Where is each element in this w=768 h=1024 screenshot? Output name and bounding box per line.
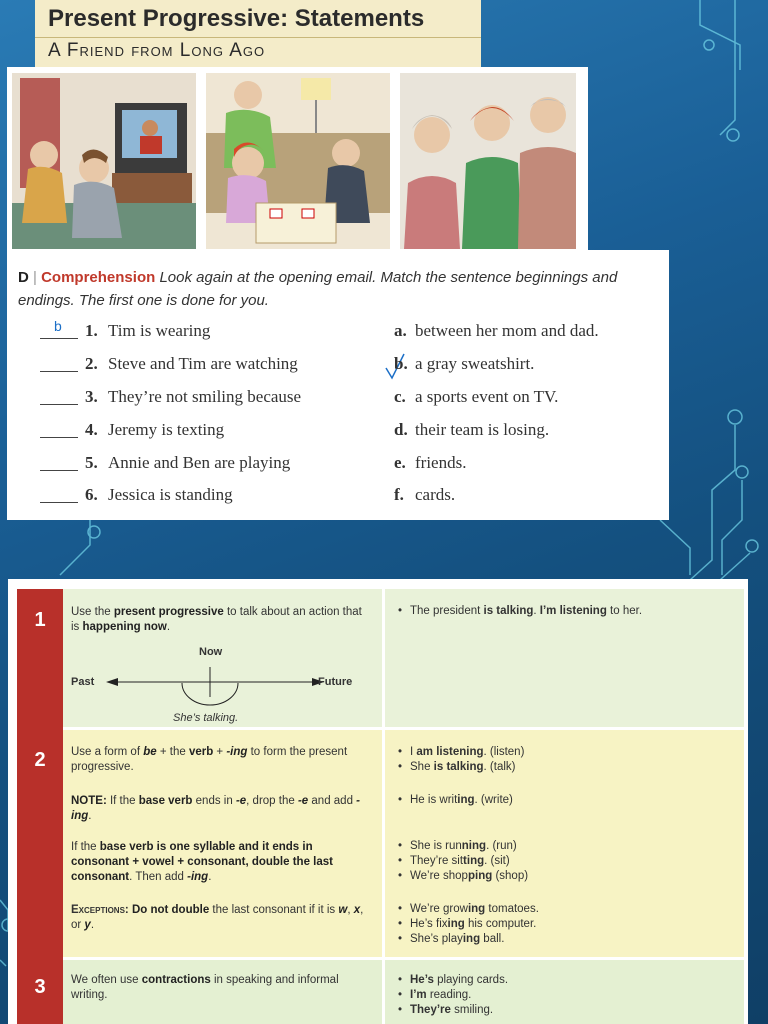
examples-list (398, 745, 728, 775)
exercise-row (40, 354, 660, 378)
ending-letter: d. (394, 420, 408, 439)
ending-letter: b. (394, 354, 408, 373)
grammar-chart (8, 579, 748, 1024)
example-item: • I am listening. (listen) (398, 745, 728, 760)
answer-blank[interactable] (40, 389, 78, 405)
examples-list (398, 793, 728, 808)
example-item: • They’re sitting. (sit) (398, 854, 728, 869)
sentence-beginning: Steve and Tim are watching (108, 354, 298, 373)
example-item: • We’re shopping (shop) (398, 869, 728, 884)
exercise-section: Comprehension (41, 269, 156, 286)
answer-blank[interactable] (40, 356, 78, 372)
sentence-ending: a sports event on TV. (415, 387, 559, 406)
tv-watching-illustration (12, 73, 196, 249)
item-number: 5. (85, 453, 98, 472)
comprehension-exercise (7, 250, 669, 520)
timeline-past-label: Past (71, 676, 95, 688)
rule-text: NOTE: If the base verb ends in -e, drop the -e and add -ing. (71, 795, 361, 822)
row-number: 2 (34, 749, 46, 771)
sentence-ending: a gray sweatshirt. (415, 354, 535, 373)
exercise-row (40, 387, 660, 411)
row-number: 1 (34, 609, 46, 631)
exercise-row (40, 485, 660, 509)
answer-blank[interactable] (40, 318, 78, 339)
answer-blank[interactable] (40, 422, 78, 438)
exercise-heading: D | Comprehension Look again at the opening email. Match the sentence beginnings and endings. The first one is done for you. (18, 269, 618, 309)
family-illustration (400, 73, 576, 249)
examples-list (398, 839, 728, 884)
timeline-now-label: Now (199, 646, 223, 658)
examples-list (398, 604, 738, 619)
timeline-caption: She’s talking. (173, 712, 239, 724)
sentence-beginning: Jessica is standing (108, 485, 233, 504)
sentence-ending: their team is losing. (415, 420, 550, 439)
examples-list (398, 902, 728, 947)
example-item: • They’re smiling. (398, 1003, 728, 1018)
sentence-ending: friends. (415, 453, 467, 472)
rule-text: Use a form of be + the verb + -ing to form the present progressive. (71, 746, 348, 773)
example-item: • She is talking. (talk) (398, 760, 728, 775)
examples-list (398, 973, 728, 1018)
illustration-strip (7, 67, 588, 253)
exercise-row (40, 453, 660, 477)
example-item: • He is writing. (write) (398, 793, 728, 808)
example-item: • She is running. (run) (398, 839, 728, 854)
item-number: 2. (85, 354, 98, 373)
example-item: • I’m reading. (398, 988, 728, 1003)
item-number: 4. (85, 420, 98, 439)
item-number: 3. (85, 387, 98, 406)
ending-letter: e. (394, 453, 406, 472)
rule-text: Exceptions: Do not double the last consonant if it is w, x, or y. (71, 904, 364, 931)
exercise-row (40, 420, 660, 444)
page-subtitle: A Friend from Long Ago (48, 40, 266, 61)
chart-row-divider (63, 957, 744, 960)
card-game-illustration (206, 73, 390, 249)
example-item: • She’s playing ball. (398, 932, 728, 947)
sentence-beginning: Jeremy is texting (108, 420, 225, 439)
example-item: • He’s fixing his computer. (398, 917, 728, 932)
exercise-instructions: Look again at the opening email. Match the sentence beginnings and endings. The first one is done for you. (18, 269, 618, 309)
sentence-beginning: They’re not smiling because (108, 387, 302, 406)
chart-number-rail (17, 589, 63, 1024)
title-panel (35, 0, 481, 72)
answer-text: b (54, 318, 62, 334)
answer-blank[interactable] (40, 487, 78, 503)
rule-text: We often use contractions in speaking and informal writing. (71, 974, 339, 1001)
row-number: 3 (34, 976, 46, 998)
title-divider (35, 37, 481, 38)
sentence-ending: between her mom and dad. (415, 321, 599, 340)
sentence-ending: cards. (415, 485, 456, 504)
exercise-letter: D (18, 269, 29, 286)
exercise-row (40, 318, 660, 345)
example-item: • We’re growing tomatoes. (398, 902, 728, 917)
rule-text: If the base verb is one syllable and it ends in consonant + vowel + consonant, double the last consonant. Then add -ing. (71, 841, 333, 883)
page-title: Present Progressive: Statements (48, 5, 425, 32)
timeline-future-label: Future (318, 676, 353, 688)
sentence-beginning: Annie and Ben are playing (108, 453, 291, 472)
example-item: • The president is talking. I’m listening to her. (398, 604, 738, 619)
sentence-beginning: Tim is wearing (108, 321, 211, 340)
ending-letter: c. (394, 387, 406, 406)
item-number: 1. (85, 321, 98, 340)
item-number: 6. (85, 485, 98, 504)
ending-letter: a. (394, 321, 407, 340)
answer-blank[interactable] (40, 455, 78, 471)
ending-letter: f. (394, 485, 404, 504)
rule-text: Use the present progressive to talk about an action that is happening now. (71, 606, 362, 633)
chart-row-divider (63, 727, 744, 730)
example-item: • He’s playing cards. (398, 973, 728, 988)
